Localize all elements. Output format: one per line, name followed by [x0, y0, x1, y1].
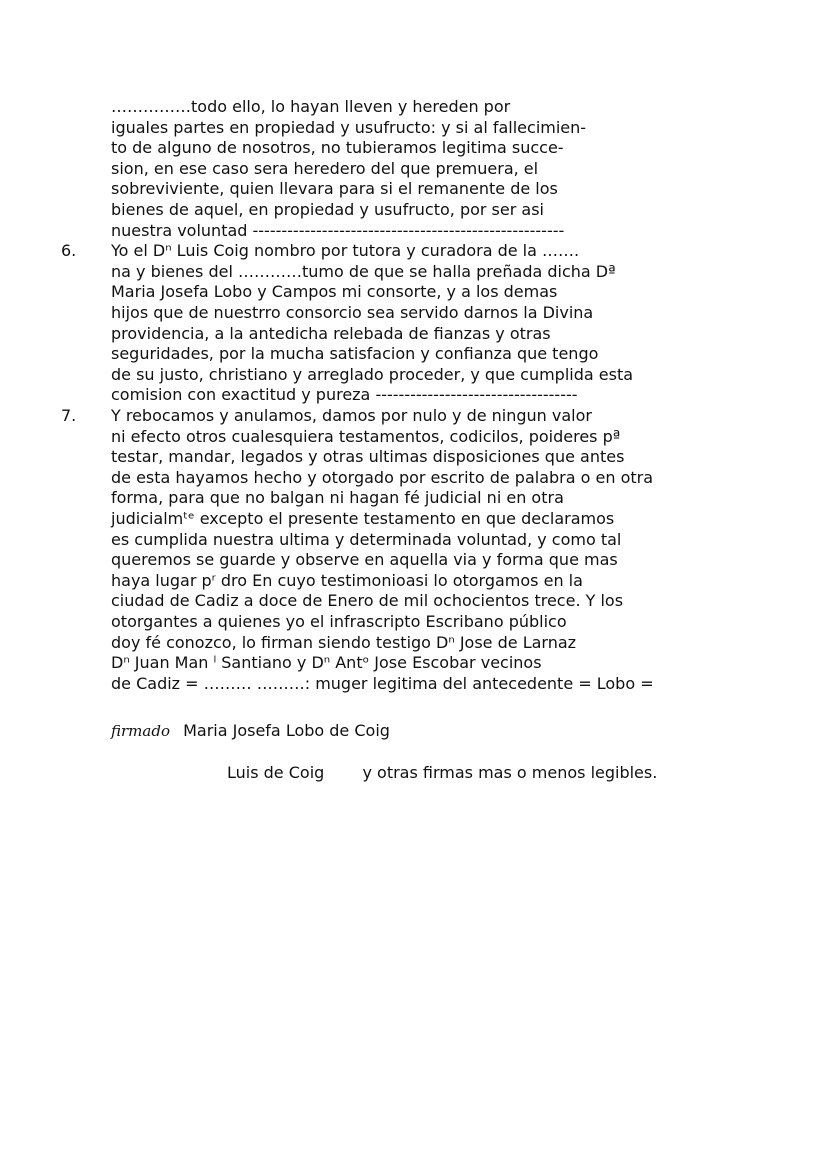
body-line: to de alguno de nosotros, no tubieramos legitima succe-: [111, 138, 564, 158]
signature-block-first: [111, 721, 390, 742]
body-line: Yo el Dⁿ Luis Coig nombro por tutora y curadora de la …….: [111, 241, 580, 261]
body-line: queremos se guarde y observe en aquella via y forma que mas: [111, 550, 618, 570]
clause-number-7: 7.: [61, 406, 77, 425]
body-line: sion, en ese caso sera heredero del que premuera, el: [111, 158, 539, 178]
body-line: Dⁿ Juan Man ˡ Santiano y Dⁿ Antᵒ Jose Escobar vecinos: [111, 653, 542, 673]
body-line: es cumplida nuestra ultima y determinada voluntad, y como tal: [111, 529, 622, 549]
signature-block-second: [227, 763, 657, 784]
body-line: de Cadiz = ……… ………: muger legitima del antecedente = Lobo =: [111, 673, 654, 693]
body-line: bienes de aquel, en propiedad y usufructo, por ser asi: [111, 200, 544, 219]
first-signer-name: Maria Josefa Lobo de Coig: [183, 721, 390, 740]
body-line: forma, para que no balgan ni hagan fé judicial ni en otra: [111, 488, 564, 508]
body-line: iguales partes en propiedad y usufructo: y si al fallecimien-: [111, 117, 587, 137]
body-line: providencia, a la antedicha relebada de fianzas y otras: [111, 323, 551, 343]
body-line: otorgantes a quienes yo el infrascripto Escribano público: [111, 612, 567, 631]
body-line: sobreviviente, quien llevara para si el remanente de los: [111, 179, 558, 199]
body-line: judicialmᵗᵉ excepto el presente testamento en que declaramos: [111, 509, 615, 528]
other-signatures-note: y otras firmas mas o menos legibles.: [362, 763, 658, 782]
body-line: ciudad de Cadiz a doce de Enero de mil ochocientos trece. Y los: [111, 591, 624, 611]
body-line: de su justo, christiano y arreglado proceder, y que cumplida esta: [111, 364, 634, 384]
body-line: Maria Josefa Lobo y Campos mi consorte, y a los demas: [111, 282, 558, 302]
second-signer-name: Luis de Coig: [227, 763, 325, 782]
body-line: testar, mandar, legados y otras ultimas disposiciones que antes: [111, 447, 625, 467]
body-line: Y rebocamos y anulamos, damos por nulo y de ningun valor: [111, 406, 592, 425]
body-line: comision con exactitud y pureza -----------------------------------: [111, 385, 578, 405]
body-line: ……………todo ello, lo hayan lleven y hereden por: [111, 97, 511, 116]
body-line: nuestra voluntad ------------------------------------------------------: [111, 220, 565, 240]
body-line: de esta hayamos hecho y otorgado por escrito de palabra o en otra: [111, 467, 654, 487]
body-line: doy fé conozco, lo firman siendo testigo Dⁿ Jose de Larnaz: [111, 632, 577, 652]
body-line: ni efecto otros cualesquiera testamentos, codicilos, poideres pª: [111, 426, 621, 446]
body-line: seguridades, por la mucha satisfacion y confianza que tengo: [111, 344, 599, 364]
clause-number-6: 6.: [61, 241, 77, 261]
body-line: hijos que de nuestrro consorcio sea servido darnos la Divina: [111, 303, 594, 322]
firmado-label: firmado: [111, 722, 170, 740]
body-line: na y bienes del …………tumo de que se halla preñada dicha Dª: [111, 261, 616, 281]
body-line: haya lugar pʳ dro En cuyo testimonioasi lo otorgamos en la: [111, 570, 583, 590]
